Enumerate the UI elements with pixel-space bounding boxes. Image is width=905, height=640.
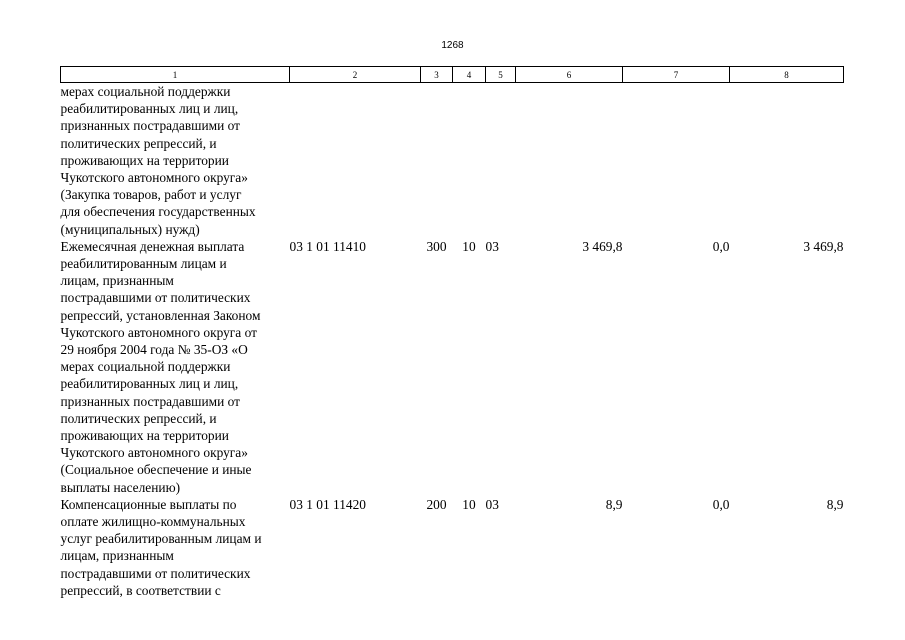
table-row bbox=[61, 83, 844, 238]
column-number-row bbox=[61, 67, 844, 83]
table-row bbox=[61, 496, 844, 599]
table-row bbox=[61, 238, 844, 496]
column-header-8: 8 bbox=[730, 67, 844, 83]
row-section: 10 bbox=[462, 496, 476, 512]
row-expense-type bbox=[421, 83, 453, 238]
row-description: Ежемесячная денежная выплата реабилитированным лицам и лицам, признанным пострадавшими от политических репрессий, установленная Законом Чукотского автономного округа от 29 ноября 2004 года № 35-ОЗ «О мерах социальной поддержки реабилитированных лиц и лиц, признанных пострадавшими от политических репрессий, и проживающих на территории Чукотского автономного округа» (Социальное обеспечение и иные выплаты населению) bbox=[60, 238, 261, 495]
column-header-1: 1 bbox=[61, 67, 290, 83]
row-amount-7: 0,0 bbox=[712, 238, 730, 254]
row-amount-6: 8,9 bbox=[605, 496, 623, 512]
row-amount-6 bbox=[516, 83, 623, 238]
row-code: 03 1 01 11410 bbox=[289, 238, 366, 254]
page-number: 1268 bbox=[441, 40, 464, 51]
row-code: 03 1 01 11420 bbox=[289, 496, 366, 512]
column-header-7: 7 bbox=[623, 67, 730, 83]
row-amount-8: 8,9 bbox=[826, 496, 844, 512]
row-subsection: 03 bbox=[485, 496, 499, 512]
column-header-4: 4 bbox=[453, 67, 486, 83]
row-description: мерах социальной поддержки реабилитированных лиц и лиц, признанных пострадавшими от политических репрессий, и проживающих на территории Чукотского автономного округа» (Закупка товаров, работ и услуг для обеспечения государственных (муниципальных) нужд) bbox=[60, 84, 256, 237]
row-description: Компенсационные выплаты по оплате жилищно-коммунальных услуг реабилитированным лицам и лицам, признанным пострадавшими от политических репрессий, в соответствии с bbox=[60, 496, 262, 598]
row-section bbox=[453, 83, 486, 238]
column-header-5: 5 bbox=[486, 67, 516, 83]
budget-table bbox=[60, 66, 844, 599]
row-subsection: 03 bbox=[485, 238, 499, 254]
row-expense-type: 200 bbox=[426, 496, 447, 512]
row-amount-8: 3 469,8 bbox=[803, 238, 844, 254]
column-header-6: 6 bbox=[516, 67, 623, 83]
row-subsection bbox=[486, 83, 516, 238]
row-code bbox=[290, 83, 421, 238]
row-amount-8 bbox=[730, 83, 844, 238]
row-amount-6: 3 469,8 bbox=[582, 238, 623, 254]
row-amount-7: 0,0 bbox=[712, 496, 730, 512]
row-expense-type: 300 bbox=[426, 238, 447, 254]
row-amount-7 bbox=[623, 83, 730, 238]
row-section: 10 bbox=[462, 238, 476, 254]
column-header-2: 2 bbox=[290, 67, 421, 83]
column-header-3: 3 bbox=[421, 67, 453, 83]
